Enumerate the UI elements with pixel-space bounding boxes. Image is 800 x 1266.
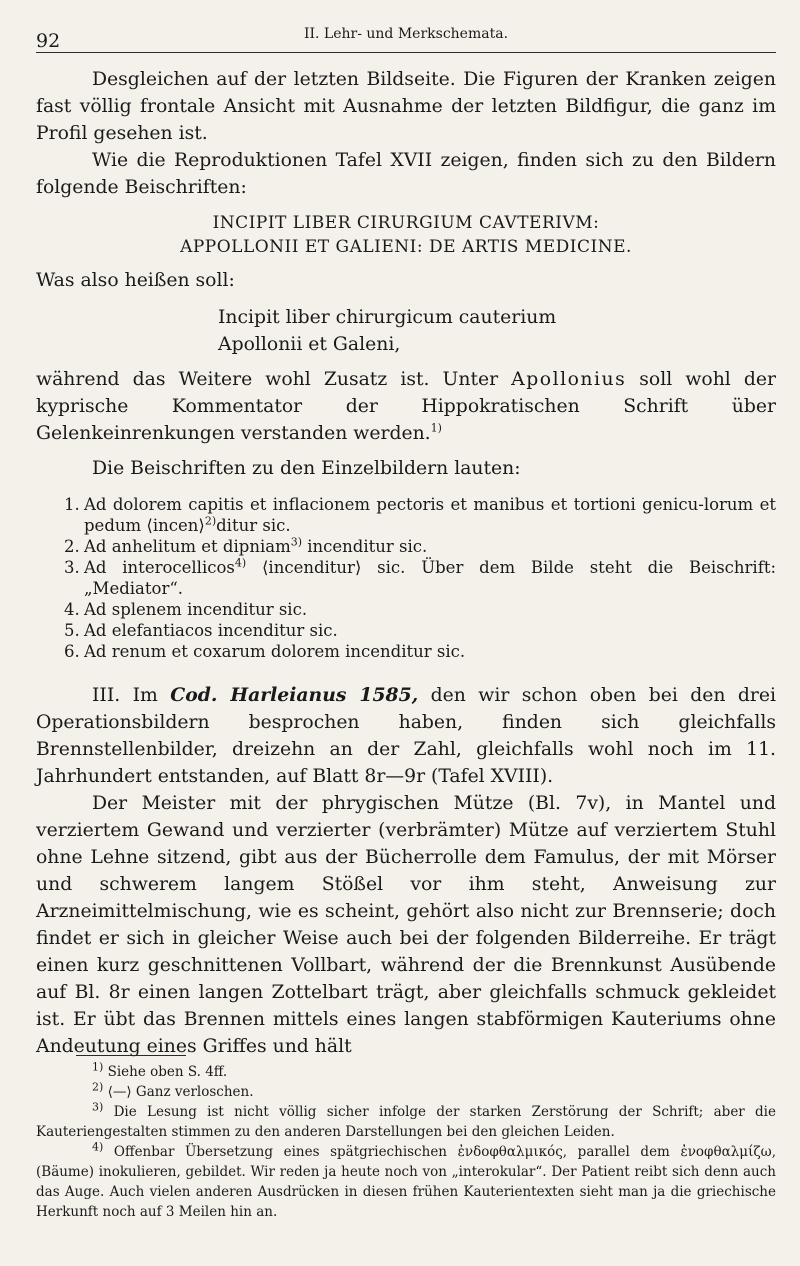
list-item: 1. Ad dolorem capitis et inflacionem pectoris et manibus et tortioni genicu-lorum et pedum ⟨incen⟩$^{2)}$ditur sic. — [64, 495, 776, 535]
paragraph-6: III. Im Cod. Harleianus 1585, den wir schon oben bei den drei Operationsbildern besprochen haben, finden sich gleichfalls Brennstellenbilder, dreizehn an der Zahl, gleichfalls wohl noch im 11. Jahrhundert entstanden, auf Blatt 8r—9r (Tafel XVIII). — [36, 684, 776, 787]
list-item: 6. Ad renum et coxarum dolorem incenditur sic. — [64, 642, 466, 661]
page-header — [36, 22, 776, 53]
name-apollonius: Apollonius — [511, 369, 627, 390]
inscription-line: INCIPIT LIBER CIRURGIUM CAVTERIVM: — [212, 213, 600, 233]
latin-line: Apollonii et Galeni, — [218, 334, 401, 355]
list-item: 3. Ad interocellicos$^{4)}$ ⟨incenditur⟩ sic. Über dem Bilde steht die Beischrift: „Mediator“. — [64, 556, 777, 598]
footnotes — [36, 1062, 776, 1222]
footnote-ref: 3) — [290, 535, 303, 549]
latin-reading-block — [218, 304, 776, 358]
footnote: $^{1)}$ Siehe oben S. 4ff. — [92, 1060, 228, 1080]
list-item: 5. Ad elefantiacos incenditur sic. — [64, 621, 338, 640]
paragraph-1: Desgleichen auf der letzten Bildseite. Die Figuren der Kranken zeigen fast völlig frontale Ansicht mit Ausnahme der letzten Bildfigur, die ganz im Profil gesehen ist. — [36, 69, 776, 144]
paragraph-7: Der Meister mit der phrygischen Mütze (Bl. 7v), in Mantel und verziertem Gewand und verzierter (verbrämter) Mütze auf verziertem Stuhl ohne Lehne sitzend, gibt aus der Bücherrolle dem Famulus, der mit Mörser und schwerem langem Stößel vor ihm steht, Anweisung zur Arzneimittelmischung, wie es scheint, gehört also nicht zur Brennserie; doch findet er sich in gleicher Weise auch bei der folgenden Bilderreihe. Er trägt einen kurz geschnittenen Vollbart, während der die Brennkunst Ausübende auf Bl. 8r einen langen Zottelbart trägt, aber gleichfalls schmuck gekleidet ist. Er übt das Brennen mittels eines langen stabförmigen Kauteriums ohne Andeutung eines Griffes und hält — [36, 793, 776, 1057]
latin-line: Incipit liber chirurgicum cauterium — [218, 307, 557, 328]
main-text — [36, 66, 776, 1060]
inscription-list — [36, 494, 776, 662]
list-item: 4. Ad splenem incenditur sic. — [64, 600, 308, 619]
page-number: 92 — [36, 30, 61, 52]
footnote: $^{4)}$ Offenbar Übersetzung eines spätgriechischen ἐνδοφθαλμικός, parallel dem ἐνοφθαλμίζω, (Bäume) inokulieren, gebildet. Wir reden ja heute noch von „interokular“. Der Patient reibt sich denn auch das Auge. Auch vielen anderen Ausdrücken in diesen frühen Kauterientexten sieht man ja die griechische Herkunft noch auf 3 Meilen hin an. — [36, 1140, 776, 1220]
inscription-block — [36, 211, 776, 259]
footnote: $^{3)}$ Die Lesung ist nicht völlig sicher infolge der starken Zerstörung der Schrift; aber die Kauteriengestalten stimmen zu den anderen Darstellungen bei den gleichen Leiden. — [36, 1100, 776, 1140]
paragraph-5: Die Beischriften zu den Einzelbildern lauten: — [92, 458, 521, 479]
inscription-line: APPOLLONII ET GALIENI: DE ARTIS MEDICINE. — [180, 237, 632, 257]
footnote-ref: 4) — [234, 556, 247, 570]
list-item: 2. Ad anhelitum et dipniam$^{3)}$ incenditur sic. — [64, 535, 428, 556]
paragraph-3: Was also heißen soll: — [36, 270, 235, 291]
paragraph-4: während das Weitere wohl Zusatz ist. Unter Apollonius soll wohl der kyprische Kommentator der Hippokratischen Schrift über Gelenkeinrenkungen verstanden werden.$^{1)}$ — [36, 369, 776, 444]
running-head: II. Lehr- und Merkschemata. — [303, 26, 509, 42]
footnote-ref: 1) — [430, 421, 442, 435]
footnote-ref: 2) — [204, 514, 217, 528]
paragraph-2: Wie die Reproduktionen Tafel XVII zeigen, finden sich zu den Bildern folgende Beischriften: — [36, 150, 776, 198]
footnote: $^{2)}$ ⟨—⟩ Ganz verloschen. — [92, 1080, 254, 1100]
footnote-rule — [76, 1055, 186, 1056]
codex-name: Cod. Harleianus 1585, — [170, 684, 419, 706]
